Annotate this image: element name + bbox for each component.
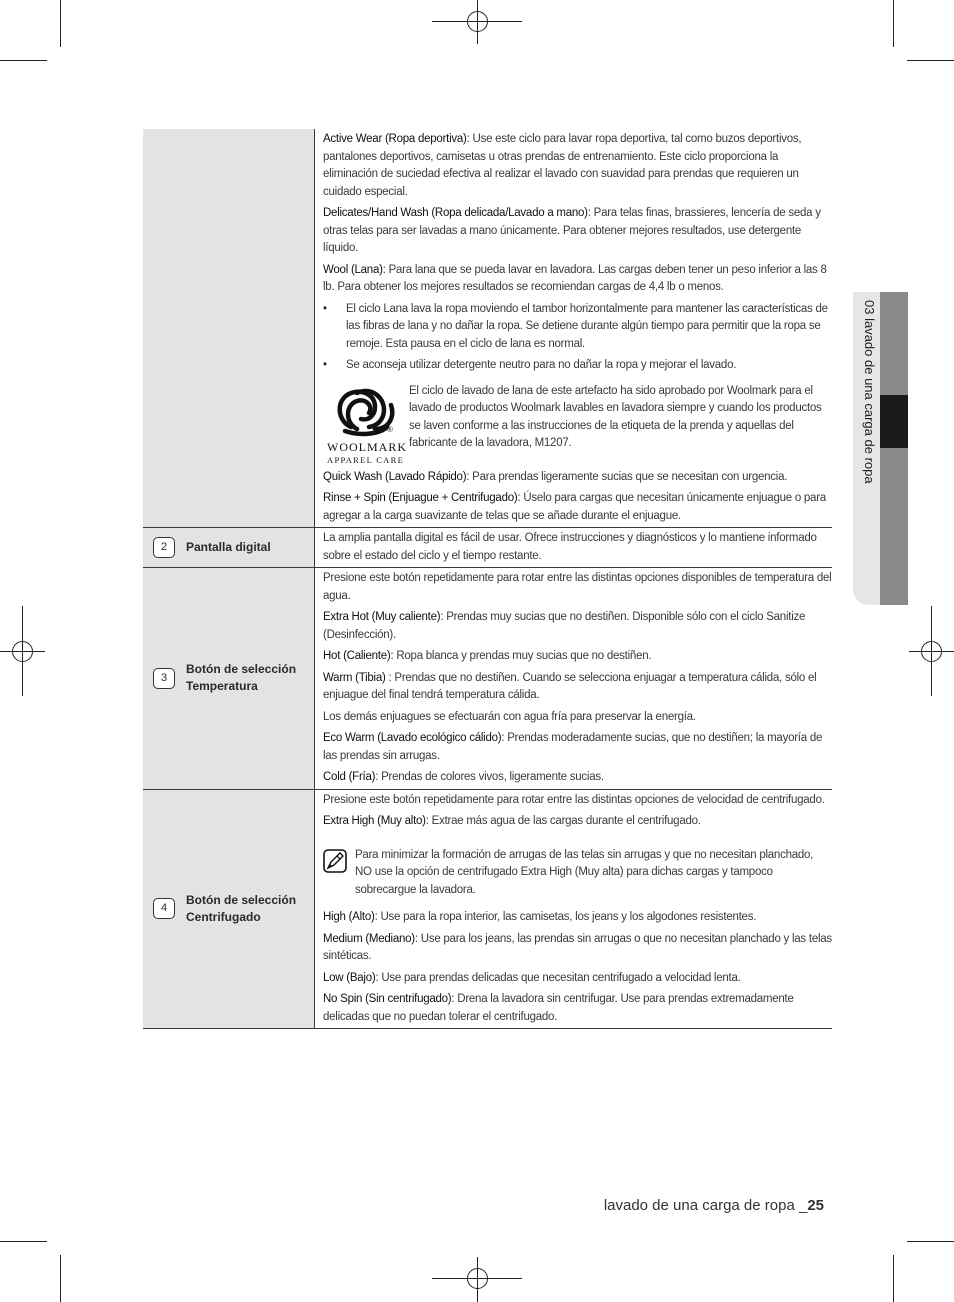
option-description: Warm (Tibia) : Prendas que no destiñen. Cuando se selecciona enjuagar a temperatura cálida, sólo el enjuague del final tendrá temperatura cálida. [323,671,817,701]
cycle-description: Rinse + Spin (Enjuague + Centrifugado): Úselo para cargas que necesitan únicamente enjuague o para agregar a la carga suavizante de telas que se añade durante el enjuague. [323,492,826,522]
item-number-badge: 4 [153,898,175,919]
crop-mark [0,60,47,61]
option-description: High (Alto): Use para la ropa interior, las camisetas, los jeans y los algodones resistentes. [323,911,757,923]
crop-mark [893,1255,894,1302]
page-footer: lavado de una carga de ropa _25 [603,1197,824,1214]
row-label: 3 Botón de selección Temperatura [143,661,314,695]
option-description: Low (Bajo): Use para prendas delicadas que necesitan centrifugado a velocidad lenta. [323,971,741,984]
crop-mark [0,1241,47,1242]
option-description: Medium (Mediano): Use para los jeans, las prendas sin arrugas o que no necesitan planchado y las telas sintéticas. [323,932,832,962]
bullet-icon: • [323,302,327,315]
feature-intro: Presione este botón repetidamente para rotar entre las distintas opciones disponibles de temperatura del agua. [323,572,832,602]
bullet-item: • Se aconseja utilizar detergente neutro para no dañar la ropa y mejorar el lavado. [323,357,832,375]
table-row [143,568,832,790]
feature-intro: Presione este botón repetidamente para rotar entre las distintas opciones de velocidad de centrifugado. [323,793,825,806]
cycle-description: Delicates/Hand Wash (Ropa delicada/Lavado a mano): Para telas finas, brassieres, lencería de seda y otras telas para ser lavadas a mano únicamente. Para obtener mejores resultados, use detergente líquido. [323,207,821,254]
chapter-side-label: 03 lavado de una carga de ropa [862,300,877,484]
option-description: No Spin (Sin centrifugado): Drena la lavadora sin centrifugar. Use para prendas extremadamente delicadas que no puedan tolerar el centrifugado. [323,993,794,1023]
woolmark-wordmark: WOOLMARK [327,439,407,454]
table-row [143,129,832,528]
page-number: 25 [807,1197,824,1214]
note-pencil-icon [323,847,355,900]
item-number-badge: 3 [153,668,175,689]
woolmark-subtitle: APPAREL CARE [327,454,405,465]
item-number-badge: 2 [153,537,175,558]
crop-mark [60,0,61,47]
note-box [323,847,832,900]
cycle-description: Quick Wash (Lavado Rápido): Para prendas ligeramente sucias que se necesitan con urgencia. [323,470,788,483]
chapter-indicator [880,395,908,448]
woolmark-approval [323,383,832,463]
feature-table [143,129,832,1029]
crop-mark [907,60,954,61]
option-description: Extra High (Muy alto): Extrae más agua de las cargas durante el centrifugado. [323,815,701,827]
cycle-description: Active Wear (Ropa deportiva): Use este ciclo para lavar ropa deportiva, tal como buzos deportivos, pantalones deportivos, camisetas u otras prendas de entrenamiento. Este ciclo proporciona la eliminación de suciedad efectiva al realizar el lavado con suavidad para prendas que requieren un cuidado especial. [323,133,802,198]
crop-mark [907,1241,954,1242]
note-text: Para minimizar la formación de arrugas de las telas sin arrugas y que no necesitan planchado, NO use la opción de centrifugado Extra High (Muy alta) para dichas cargas y tampoco sobrecargue la lavadora. [355,848,814,896]
woolmark-text: El ciclo de lavado de lana de este artefacto ha sido aprobado por Woolmark para el lavado de productos Woolmark lavables en lavadora siempre y cuando los productos se laven conforme a las instrucciones de la etiqueta de la prenda y aquellas del fabricante de la lavadora, M1207. [409,384,822,449]
option-description: Extra Hot (Muy caliente): Prendas muy sucias que no destiñen. Disponible sólo con el ciclo Sanitize (Desinfección). [323,611,806,641]
option-description: Cold (Fría): Prendas de colores vivos, ligeramente sucias. [323,771,604,783]
bullet-item: • El ciclo Lana lava la ropa moviendo el tambor horizontalmente para mantener las características de las fibras de lana y no dañar la ropa. Se detiene durante algún tiempo para permitir que la ropa se remoje. Esta pausa en el ciclo de lana es normal. [323,301,832,354]
feature-description: La amplia pantalla digital es fácil de usar. Ofrece instrucciones y diagnósticos y lo mantiene informado sobre el estado del ciclo y el tiempo restante. [323,532,817,562]
crop-mark [60,1255,61,1302]
row-label: 4 Botón de selección Centrifugado [143,892,314,926]
registered-icon: ® [387,424,393,434]
option-description: Hot (Caliente): Ropa blanca y prendas muy sucias que no destiñen. [323,650,652,662]
cycle-description: Wool (Lana): Para lana que se pueda lavar en lavadora. Las cargas deben tener un peso inferior a las 8 lb. Para obtener los mejores resultados se recomiendan cargas de 4,4 lb o menos. [323,263,827,293]
crop-mark [893,0,894,47]
row-label: 2 Pantalla digital [143,537,314,558]
option-description: Eco Warm (Lavado ecológico cálido): Prendas moderadamente sucias, que no destiñen; la mayoría de las prendas sin arrugas. [323,732,823,762]
bullet-icon: • [323,359,327,371]
option-note: Los demás enjuagues se efectuarán con agua fría para preservar la energía. [323,710,696,723]
table-row [143,528,832,568]
woolmark-logo [323,383,409,463]
woolmark-icon [323,383,409,439]
table-row [143,789,832,1029]
